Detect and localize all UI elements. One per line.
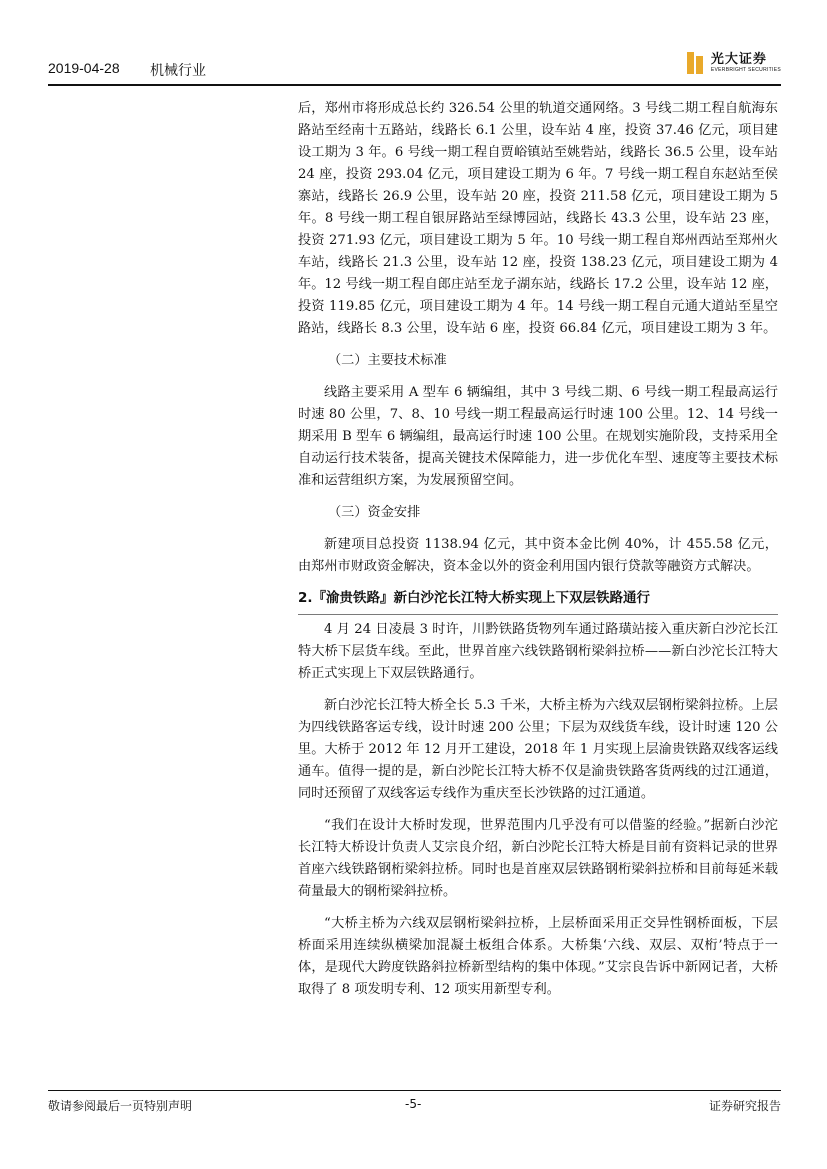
paragraph-designer-quote: “我们在设计大桥时发现，世界范围内几乎没有可以借鉴的经验。”据新白沙沱长江特大桥设计负责人艾宗良介绍，新白沙陀长江特大桥是目前有资料记录的世界首座六线铁路钢桁梁斜拉桥。同时也是首座双层铁路钢桁梁斜拉桥和目前每延米载荷量最大的钢桁梁斜拉桥。	[298, 818, 778, 899]
footer-report-type: 证券研究报告	[708, 1099, 781, 1113]
report-body	[298, 98, 778, 1011]
company-logo	[687, 52, 781, 74]
paragraph-bridge-structure: “大桥主桥为六线双层钢桁梁斜拉桥，上层桥面采用正交异性钢桥面板，下层桥面采用连续纵横梁加混凝土板组合体系。大桥集‘六线、双层、双桁’特点于一体，是现代大跨度铁路斜拉桥新型结构的集中体现。”艾宗良告诉中新网记者，大桥取得了 8 项发明专利、12 项实用新型专利。	[298, 916, 778, 997]
report-date: 2019-04-28	[48, 60, 120, 76]
subheading-tech-standards: （二）主要技术标准	[328, 353, 447, 368]
paragraph-funding: 新建项目总投资 1138.94 亿元，其中资本金比例 40%，计 455.58 亿元，由郑州市财政资金解决，资本金以外的资金利用国内银行贷款等融资方式解决。	[298, 537, 778, 574]
header-divider	[48, 84, 781, 86]
logo-text-cn: 光大证券	[710, 52, 767, 67]
section-heading-bridge: 2.『渝贵铁路』新白沙沱长江特大桥实现上下双层铁路通行	[298, 588, 778, 615]
footer-divider	[48, 1090, 781, 1091]
paragraph-tech-standards: 线路主要采用 A 型车 6 辆编组，其中 3 号线二期、6 号线一期工程最高运行时速 80 公里，7、8、10 号线一期工程最高运行时速 100 公里。12、14 号线一期采用 B 型车 6 辆编组，最高运行时速 100 公里。在规划实施阶段，支持采用全自动运行技术装备，提高关键技术保障能力，进一步优化车型、速度等主要技术标准和运营组织方案，为发展预留空间。	[298, 385, 778, 488]
paragraph-bridge-opening: 4 月 24 日凌晨 3 时许，川黔铁路货物列车通过路璜站接入重庆新白沙沱长江特大桥下层货车线。至此，世界首座六线铁路钢桁梁斜拉桥——新白沙沱长江特大桥正式实现上下双层铁路通行。	[298, 622, 778, 681]
logo-text-en: EVERBRIGHT SECURITIES	[710, 67, 781, 73]
page-header	[48, 52, 781, 82]
paragraph-bridge-specs: 新白沙沱长江特大桥全长 5.3 千米，大桥主桥为六线双层钢桁梁斜拉桥。上层为四线铁路客运专线，设计时速 200 公里；下层为双线货车线，设计时速 120 公里。大桥于 2012 年 12 月开工建设，2018 年 1 月实现上层渝贵铁路双线客运线通车。值得一提的是，新白沙陀长江特大桥不仅是渝贵铁路客货两线的过江通道，同时还预留了双线客运专线作为重庆至长沙铁路的过江通道。	[298, 698, 778, 801]
subheading-funding: （三）资金安排	[328, 505, 421, 520]
logo-mark-icon	[687, 52, 705, 74]
industry-label: 机械行业	[150, 63, 206, 79]
paragraph-zhengzhou-lines: 后，郑州市将形成总长约 326.54 公里的轨道交通网络。3 号线二期工程自航海东路站至经南十五路站，线路长 6.1 公里，设车站 4 座，投资 37.46 亿元，项目建设工期为 3 年。6 号线一期工程自贾峪镇站至姚砦站，线路长 36.5 公里，设车站 24 座，投资 293.04 亿元，项目建设工期为 6 年。7 号线一期工程自东赵站至侯寨站，线路长 26.9 公里，设车站 20 座，投资 211.58 亿元，项目建设工期为 5 年。8 号线一期工程自银屏路站至绿博园站，线路长 43.3 公里，设车站 23 座，投资 271.93 亿元，项目建设工期为 5 年。10 号线一期工程自郑州西站至郑州火车站，线路长 21.3 公里，设车站 12 座，投资 138.23 亿元，项目建设工期为 4 年。12 号线一期工程自郎庄站至龙子湖东站，线路长 17.2 公里，设车站 12 座，投资 119.85 亿元，项目建设工期为 4 年。14 号线一期工程自元通大道站至星空路站，线路长 8.3 公里，设车站 6 座，投资 66.84 亿元，项目建设工期为 3 年。	[298, 101, 778, 336]
page-number: -5-	[405, 1097, 422, 1111]
footer-disclaimer: 敬请参阅最后一页特别声明	[48, 1099, 193, 1113]
